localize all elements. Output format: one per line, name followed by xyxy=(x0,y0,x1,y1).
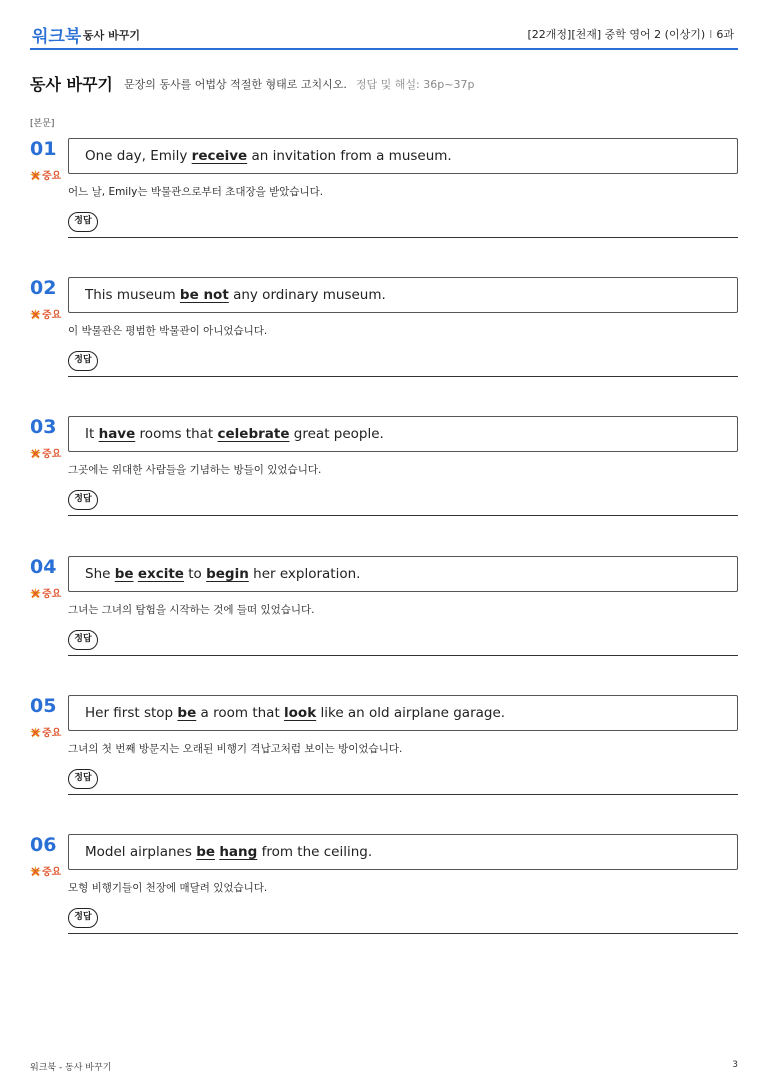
problem-number: 02 xyxy=(30,277,57,299)
important-badge xyxy=(30,585,61,600)
sentence-text: any ordinary museum. xyxy=(228,287,386,303)
important-badge xyxy=(30,306,61,321)
question-sentence xyxy=(68,695,738,731)
sentence-text: She xyxy=(85,566,115,582)
important-label: 중요 xyxy=(42,867,62,878)
answer-button[interactable]: 정답 xyxy=(68,351,98,371)
problem-number: 05 xyxy=(30,695,57,717)
korean-translation: 모형 비행기들이 천장에 매달려 있었습니다. xyxy=(68,882,268,894)
important-badge xyxy=(30,167,61,182)
important-label: 중요 xyxy=(42,728,62,739)
important-icon xyxy=(30,309,41,320)
important-badge xyxy=(30,445,61,460)
question-sentence xyxy=(68,138,738,174)
sentence-text: great people. xyxy=(289,426,384,442)
important-label: 중요 xyxy=(42,449,62,460)
sentence-text: One day, Emily xyxy=(85,148,192,164)
important-badge xyxy=(30,863,61,878)
target-verb: receive xyxy=(191,148,248,164)
important-label: 중요 xyxy=(42,589,62,600)
target-verb: have xyxy=(98,426,136,442)
problem-number: 04 xyxy=(30,556,57,578)
answer-reference: 정답 및 해설: 36p~37p xyxy=(355,77,475,91)
answer-button[interactable]: 정답 xyxy=(68,769,98,789)
answer-button[interactable]: 정답 xyxy=(68,630,98,650)
problem-item xyxy=(30,138,738,248)
answer-button[interactable]: 정답 xyxy=(68,212,98,232)
target-verb: be xyxy=(196,844,216,860)
footer-title: 워크북 - 동사 바꾸기 xyxy=(30,1063,112,1073)
target-verb: be not xyxy=(179,287,229,303)
sentence-text: to xyxy=(183,566,207,582)
sentence-text: Model airplanes xyxy=(85,844,197,860)
sentence-text: Her first stop xyxy=(85,705,178,721)
target-verb: celebrate xyxy=(217,426,290,442)
target-verb: look xyxy=(284,705,317,721)
target-verb: be xyxy=(114,566,134,582)
problem-item xyxy=(30,695,738,805)
answer-line[interactable] xyxy=(68,237,738,238)
important-label: 중요 xyxy=(42,310,62,321)
answer-line[interactable] xyxy=(68,515,738,516)
question-sentence xyxy=(68,277,738,313)
korean-translation: 어느 날, Emily는 박물관으로부터 초대장을 받았습니다. xyxy=(68,186,324,198)
brand-subtitle: 동사 바꾸기 xyxy=(83,29,140,42)
korean-translation: 그곳에는 위대한 사람들을 기념하는 방들이 있었습니다. xyxy=(68,464,322,476)
important-icon xyxy=(30,170,41,181)
answer-line[interactable] xyxy=(68,933,738,934)
problem-number: 06 xyxy=(30,834,57,856)
sentence-text: her exploration. xyxy=(248,566,361,582)
question-sentence xyxy=(68,416,738,452)
question-sentence xyxy=(68,834,738,870)
course-info xyxy=(528,26,735,42)
problem-item xyxy=(30,834,738,944)
target-verb: excite xyxy=(137,566,184,582)
problem-item xyxy=(30,556,738,666)
answer-line[interactable] xyxy=(68,794,738,795)
answer-line[interactable] xyxy=(68,655,738,656)
sentence-text: an invitation from a museum. xyxy=(247,148,452,164)
lesson-number: 6과 xyxy=(716,28,734,41)
target-verb: be xyxy=(177,705,197,721)
important-label: 중요 xyxy=(42,171,62,182)
important-badge xyxy=(30,724,61,739)
sentence-text: like an old airplane garage. xyxy=(316,705,506,721)
course-name: [22개정][천재] 중학 영어 2 (이상기) xyxy=(527,28,706,41)
problem-item xyxy=(30,277,738,387)
question-sentence xyxy=(68,556,738,592)
sentence-text: It xyxy=(85,426,99,442)
korean-translation: 그녀는 그녀의 탐험을 시작하는 것에 들떠 있었습니다. xyxy=(68,604,315,616)
page-number: 3 xyxy=(732,1060,738,1070)
sentence-text: a room that xyxy=(196,705,285,721)
sentence-text: rooms that xyxy=(135,426,218,442)
important-icon xyxy=(30,448,41,459)
answer-button[interactable]: 정답 xyxy=(68,490,98,510)
problem-number: 03 xyxy=(30,416,57,438)
worksheet-title: 동사 바꾸기 xyxy=(30,75,113,94)
sentence-text: from the ceiling. xyxy=(257,844,373,860)
korean-translation: 그녀의 첫 번째 방문지는 오래된 비행기 격납고처럼 보이는 방이었습니다. xyxy=(68,743,403,755)
korean-translation: 이 박물관은 평범한 박물관이 아니었습니다. xyxy=(68,325,268,337)
page-header xyxy=(30,22,738,50)
problem-number: 01 xyxy=(30,138,57,160)
sentence-text: This museum xyxy=(85,287,180,303)
worksheet-title-row xyxy=(30,72,474,94)
target-verb: hang xyxy=(219,844,258,860)
answer-button[interactable]: 정답 xyxy=(68,908,98,928)
important-icon xyxy=(30,588,41,599)
brand-title: 워크북 xyxy=(32,27,82,47)
target-verb: begin xyxy=(206,566,249,582)
important-icon xyxy=(30,727,41,738)
answer-line[interactable] xyxy=(68,376,738,377)
important-icon xyxy=(30,866,41,877)
header-separator: I xyxy=(709,28,713,41)
section-label: [본문] xyxy=(30,119,55,129)
worksheet-instruction: 문장의 동사를 어법상 적절한 형태로 고치시오. xyxy=(123,77,347,91)
problem-item xyxy=(30,416,738,526)
